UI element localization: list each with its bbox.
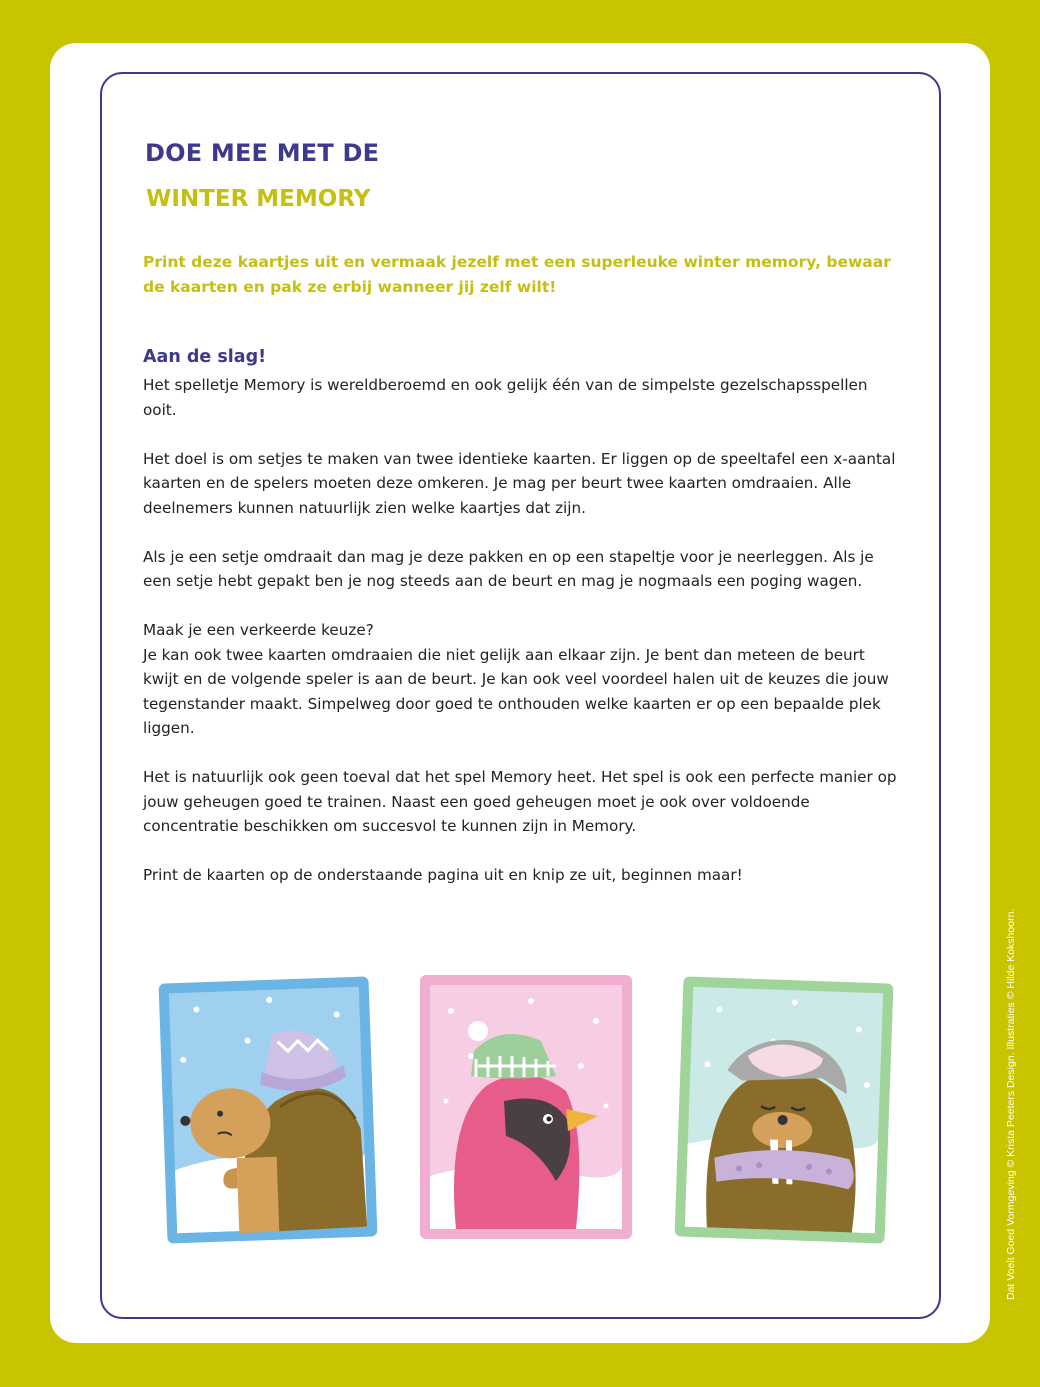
body-text <box>143 373 903 912</box>
page-title: DOE MEE MET DE <box>145 139 380 167</box>
page-sheet <box>50 43 990 1343</box>
page-subtitle: WINTER MEMORY <box>146 186 371 212</box>
paragraph-4-question: Maak je een verkeerde keuze? <box>143 621 374 639</box>
card-bird <box>416 971 636 1243</box>
paragraph-3: Als je een setje omdraait dan mag je deze pakken en op een stapeltje voor je neerleggen. Als je een setje hebt gepakt ben je nog steeds aan de beurt en mag je nogmaals een poging wagen. <box>143 547 874 590</box>
paragraph-1: Het spelletje Memory is wereldberoemd en ook gelijk één van de simpelste gezelschapsspellen ooit. <box>143 376 868 419</box>
paragraph-2: Het doel is om setjes te maken van twee identieke kaarten. Er liggen op de speeltafel een x-aantal kaarten en de spelers moeten deze omkeren. Je mag per beurt twee kaarten omdraaien. Alle deelnemers kunnen natuurlijk zien welke kaartjes dat zijn. <box>143 449 896 517</box>
card-hedgehog <box>155 972 381 1248</box>
paragraph-4-body: Je kan ook twee kaarten omdraaien die niet gelijk aan elkaar zijn. Je bent dan meteen de beurt kwijt en de volgende speler is aan de beurt. Je kan ook veel voordeel halen uit de keuzes die jouw tegenstander maakt. Simpelweg door goed te onthouden welke kaarten er op een bepaalde plek liggen. <box>143 645 889 737</box>
section-heading: Aan de slag! <box>143 347 267 367</box>
paragraph-6: Print de kaarten op de onderstaande pagina uit en knip ze uit, beginnen maar! <box>143 866 743 884</box>
intro-text: Print deze kaartjes uit en vermaak jezelf met een superleuke winter memory, bewaar de kaarten en pak ze erbij wanneer jij zelf wilt! <box>143 253 891 296</box>
copyright-credit: Dat Voelt Goed Vormgeving © Krista Peeters Design. Illustraties © Hilde Kokshoorn. <box>1005 908 1017 1300</box>
card-walrus <box>671 972 897 1248</box>
paragraph-5: Het is natuurlijk ook geen toeval dat het spel Memory heet. Het spel is ook een perfecte manier op jouw geheugen goed te trainen. Naast een goed geheugen moet je ook over voldoende concentratie beschikken om succesvol te kunnen zijn in Memory. <box>143 768 897 835</box>
